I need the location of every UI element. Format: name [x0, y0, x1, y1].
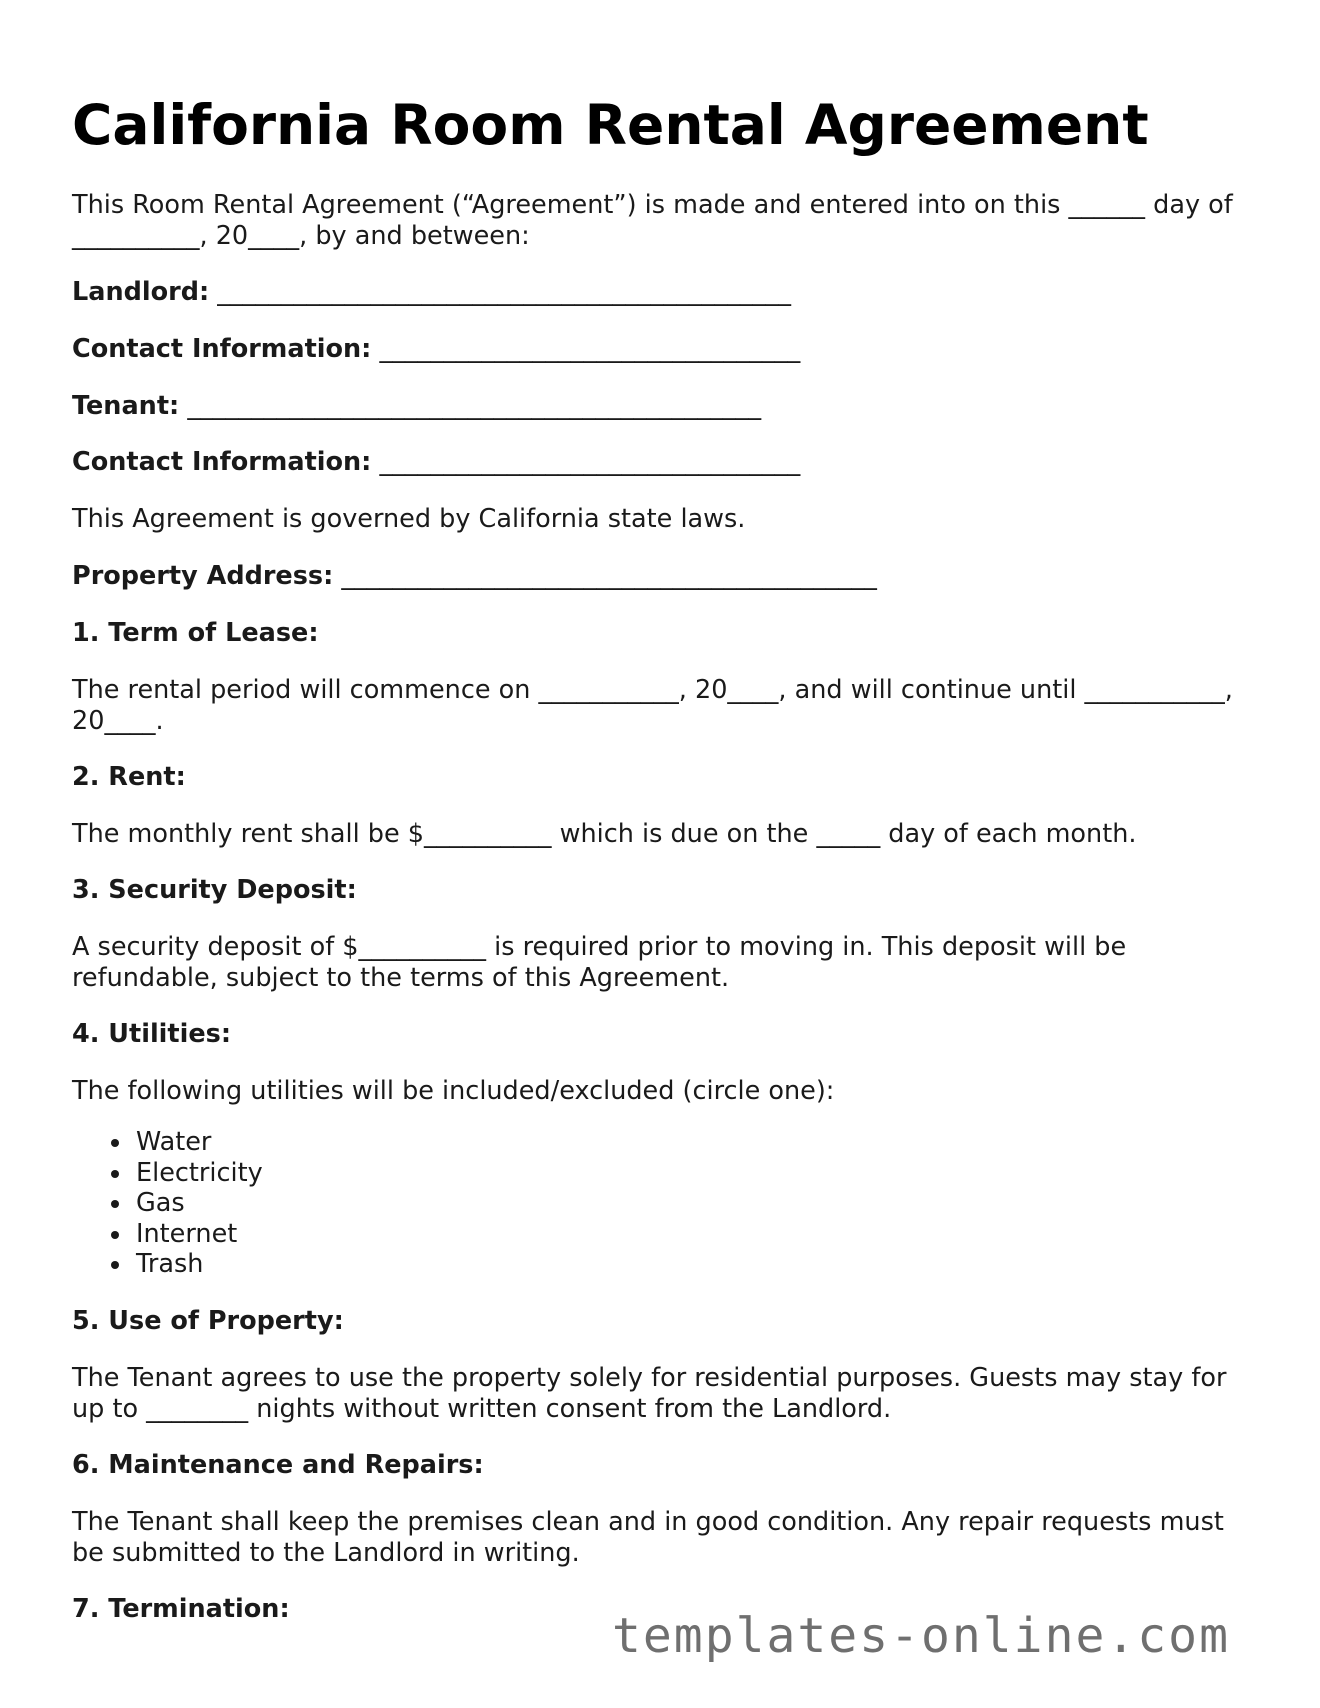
list-item: Electricity — [136, 1157, 263, 1188]
landlord-contact-line — [72, 334, 1262, 365]
section-text-term: The rental period will commence on ___________, 20____, and will continue until ___________, 20____. — [72, 675, 1233, 736]
landlord-contact-blank: _________________________________ — [379, 334, 801, 364]
section-heading-use: 5. Use of Property: — [72, 1306, 344, 1336]
tenant-contact-line — [72, 447, 1262, 478]
watermark-text: templates-online.com — [612, 1608, 1230, 1664]
governing-law-text: This Agreement is governed by California state laws. — [72, 504, 746, 534]
list-item: Water — [136, 1127, 263, 1158]
section-text-maintenance: The Tenant shall keep the premises clean and in good condition. Any repair requests must be submitted to the Landlord in writing. — [72, 1507, 1224, 1568]
section-text-use: The Tenant agrees to use the property solely for residential purposes. Guests may stay for up to ________ nights without written consent from the Landlord. — [72, 1363, 1227, 1424]
list-item: Internet — [136, 1219, 263, 1250]
landlord-contact-label: Contact Information: — [72, 334, 372, 364]
landlord-blank: _____________________________________________ — [217, 277, 792, 307]
section-heading-deposit: 3. Security Deposit: — [72, 875, 357, 905]
tenant-label: Tenant: — [72, 391, 180, 421]
section-text-utilities: The following utilities will be included/excluded (circle one): — [72, 1076, 835, 1106]
intro-paragraph: This Room Rental Agreement (“Agreement”) is made and entered into on this ______ day of __________, 20____, by and between: — [72, 190, 1233, 251]
section-heading-utilities: 4. Utilities: — [72, 1019, 232, 1049]
document-title: California Room Rental Agreement — [72, 93, 1149, 157]
section-text-deposit: A security deposit of $__________ is required prior to moving in. This deposit will be refundable, subject to the terms of this Agreement. — [72, 932, 1127, 993]
section-heading-term: 1. Term of Lease: — [72, 618, 319, 648]
tenant-blank: _____________________________________________ — [187, 391, 762, 421]
tenant-contact-blank: _________________________________ — [379, 447, 801, 477]
list-item: Gas — [136, 1188, 263, 1219]
utilities-list — [72, 1127, 263, 1280]
property-address-blank: __________________________________________ — [341, 561, 877, 591]
section-text-rent: The monthly rent shall be $__________ which is due on the _____ day of each month. — [72, 819, 1137, 849]
landlord-label: Landlord: — [72, 277, 210, 307]
landlord-line — [72, 277, 1262, 308]
tenant-line — [72, 391, 1262, 422]
property-address-label: Property Address: — [72, 561, 334, 591]
section-heading-rent: 2. Rent: — [72, 762, 186, 792]
tenant-contact-label: Contact Information: — [72, 447, 372, 477]
section-heading-maintenance: 6. Maintenance and Repairs: — [72, 1450, 484, 1480]
property-address-line — [72, 561, 1262, 592]
section-heading-termination: 7. Termination: — [72, 1594, 290, 1624]
list-item: Trash — [136, 1249, 263, 1280]
